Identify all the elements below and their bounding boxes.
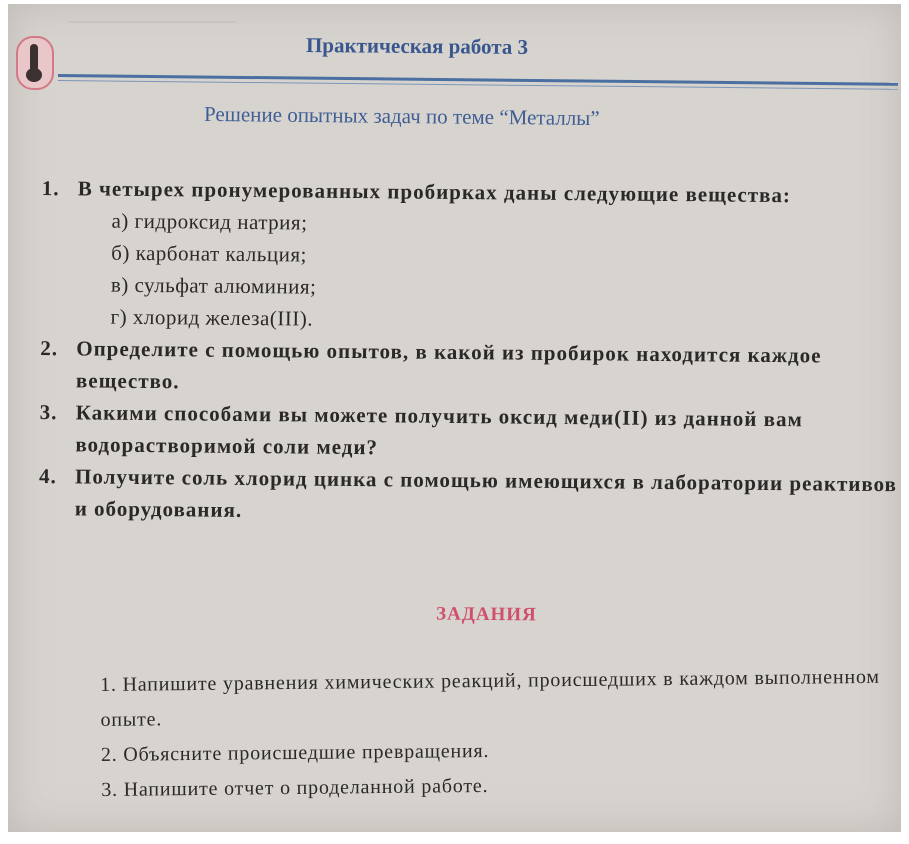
problem-number: 3. bbox=[39, 399, 58, 425]
page-subtitle: Решение опытных задач по теме “Металлы” bbox=[203, 101, 600, 131]
problem-item-2 bbox=[40, 332, 901, 404]
problem-text: В четырех пронумерованных пробирках даны следующие вещества: bbox=[77, 176, 792, 208]
problem-number: 1. bbox=[41, 175, 60, 201]
problem-number: 4. bbox=[38, 463, 57, 489]
problem-subitem-a: а) гидроксид натрия; bbox=[111, 208, 308, 235]
problem-list bbox=[39, 172, 901, 532]
textbook-page bbox=[8, 4, 901, 832]
problem-text: Какими способами вы можете получить оксид меди(II) из данной вам водорастворимой соли меди? bbox=[75, 400, 803, 460]
problem-text: Получите соль хлорид цинка с помощью имеющихся в лаборатории реактивов и оборудования. bbox=[74, 464, 898, 522]
tasks-list bbox=[100, 660, 901, 808]
problem-item-4 bbox=[39, 460, 900, 532]
thermometer-icon bbox=[16, 36, 54, 90]
problem-text: Определите с помощью опытов, в какой из пробирок находится каждое вещество. bbox=[75, 336, 822, 394]
page-title: Практическая работа 3 bbox=[305, 33, 529, 59]
task-item-1: 1. Напишите уравнения химических реакций, происшедших в каждом выполненном опыте. bbox=[100, 665, 880, 731]
problem-item-3 bbox=[39, 396, 900, 468]
problem-number: 2. bbox=[40, 335, 59, 361]
problem-subitem-d: г) хлорид железа(III). bbox=[110, 304, 314, 331]
tasks-heading: ЗАДАНИЯ bbox=[435, 603, 537, 626]
task-item-2: 2. Объясните происшедшие превращения. bbox=[100, 739, 490, 766]
bleed-through-text: ────────────── bbox=[68, 12, 237, 31]
problem-subitem-b: б) карбонат кальция; bbox=[111, 240, 308, 267]
problem-subitem-c: в) сульфат алюминия; bbox=[110, 272, 317, 299]
task-item-3: 3. Напишите отчет о проделанной работе. bbox=[101, 774, 489, 801]
